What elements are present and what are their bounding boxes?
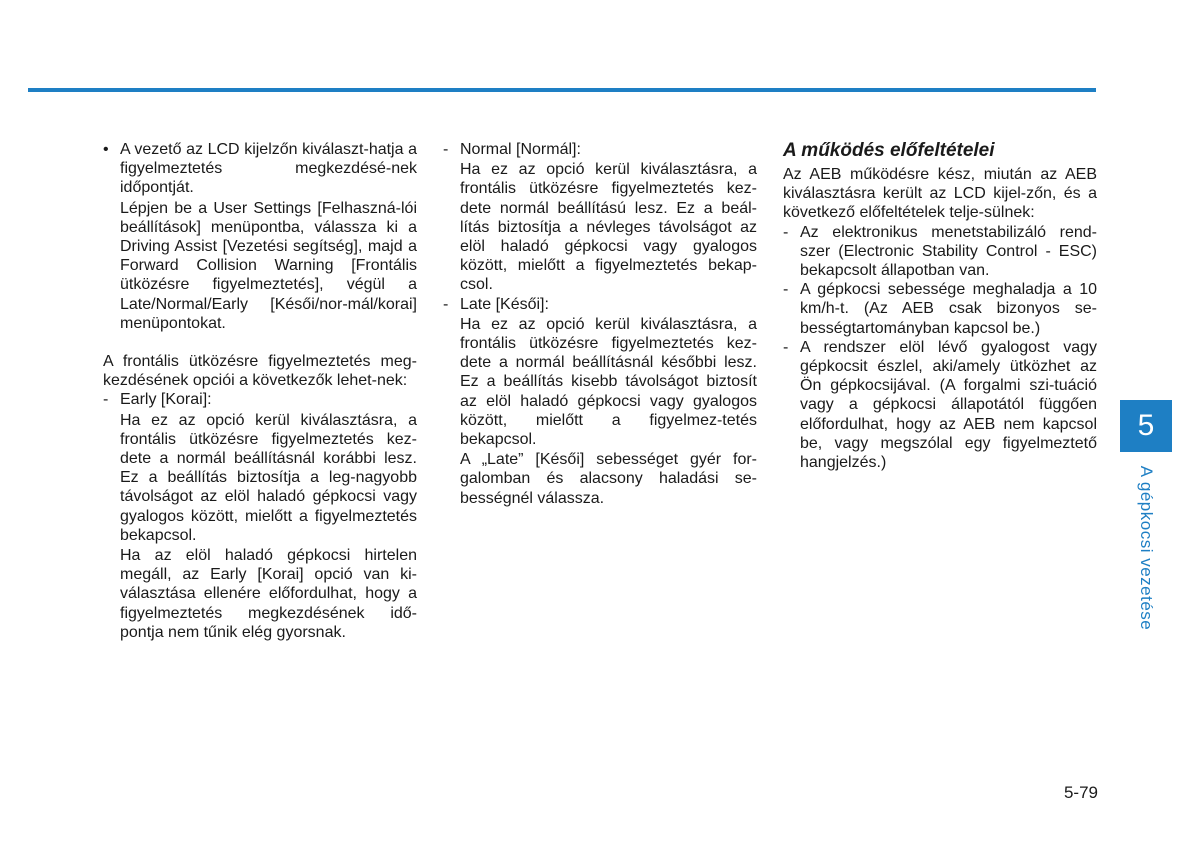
column-3: [783, 140, 1097, 472]
bullet-text: A vezető az LCD kijelzőn kiválaszt-hatja a figyelmeztetés megkezdésé-nek időpontját.: [120, 141, 417, 197]
dash-mark: -: [443, 295, 449, 313]
option-late-note: A „Late” [Késői] sebességet gyér for-galomban és alacsony haladási se-bességnél válassza.: [460, 451, 757, 507]
column-2: [443, 140, 757, 508]
condition-text: Az elektronikus menetstabilizáló rend-szer (Electronic Stability Control - ESC) bekapcsolt állapotban van.: [800, 223, 1097, 280]
options-intro: A frontális ütközésre figyelmeztetés meg-kezdésének opciói a következők lehet-nek:: [103, 353, 417, 390]
option-early: [103, 390, 417, 409]
dash-mark: -: [783, 223, 789, 241]
dash-mark: -: [103, 391, 109, 409]
header-rule: [28, 88, 1096, 92]
section-intro: Az AEB működésre kész, miután az AEB kiválasztásra került az LCD kijel-zőn, és a következő előfeltételek telje-sülnek:: [783, 166, 1097, 222]
option-normal: [443, 140, 757, 159]
condition-item: [783, 223, 1097, 281]
section-heading: A működés előfeltételei: [783, 140, 995, 161]
chapter-number-tab: 5: [1120, 400, 1172, 452]
condition-item: [783, 338, 1097, 472]
page-number: 5-79: [1063, 783, 1098, 802]
bullet-mark: •: [103, 141, 109, 158]
dash-mark: -: [443, 141, 449, 158]
option-early-label: Early [Korai]:: [120, 391, 212, 409]
column-1: [103, 140, 417, 642]
option-normal-label: Normal [Normál]:: [460, 141, 581, 158]
bullet-item: [103, 140, 417, 198]
option-late-label: Late [Késői]:: [460, 295, 549, 313]
option-early-note: Ha az elöl haladó gépkocsi hirtelen megáll, az Early [Korai] opció van ki-választása ellenére előfordulhat, hogy a figyelmeztetés megkezdésének idő-pontja nem tűnik elég gyorsnak.: [120, 547, 417, 641]
condition-text: A gépkocsi sebessége meghaladja a 10 km/h-t. (Az AEB csak bizonyos se-bességtartományban kapcsol be.): [800, 281, 1097, 337]
chapter-title-text: A gépkocsi vezetése: [1137, 465, 1156, 631]
dash-mark: -: [783, 281, 789, 299]
option-late-description: Ha ez az opció kerül kiválasztásra, a frontális ütközésre figyelmeztetés kez-dete a normál beállításnál későbbi lesz. Ez a beállítás kisebb távolságot biztosít az elöl haladó gépkocsi vagy gyalogos között, mielőtt a figyelmez-tetés bekapcsol.: [460, 315, 757, 449]
bullet-subtext: Lépjen be a User Settings [Felhaszná-lói beállítások] menüpontba, válassza ki a Driving Assist [Vezetési segítség], majd a Forward Collision Warning [Frontális ütközésre figyelmeztetés], végül a Late/Normal/Early [Késői/nor-mál/korai] menüpontokat.: [120, 199, 417, 332]
option-late: [443, 295, 757, 314]
option-normal-description: Ha ez az opció kerül kiválasztásra, a frontális ütközésre figyelmeztetés kez-dete normál beállítású lesz. Ez a beál-lítás biztosítja a névleges távolságot az elöl haladó gépkocsi vagy gyalogos között, mielőtt a figyelmeztetés bekap-csol.: [460, 161, 757, 294]
option-early-description: Ha ez az opció kerül kiválasztásra, a frontális ütközésre figyelmeztetés kez-dete a normál beállításnál korábbi lesz. Ez a beállítás biztosítja a leg-nagyobb távolságot az elöl haladó gépkocsi vagy gyalogos között, mielőtt a figyelmeztetés bekapcsol.: [120, 411, 417, 544]
condition-item: [783, 280, 1097, 338]
condition-text: A rendszer elöl lévő gyalogost vagy gépkocsit észlel, aki/amely ütközhet az Ön gépkocsijával. (A forgalmi szi-tuáció vagy a gépkocsi állapotától függően előfordulhat, hogy az AEB nem kapcsol be, vagy megszólal egy figyelmeztető hangjelzés.): [800, 338, 1097, 472]
dash-mark: -: [783, 338, 789, 356]
